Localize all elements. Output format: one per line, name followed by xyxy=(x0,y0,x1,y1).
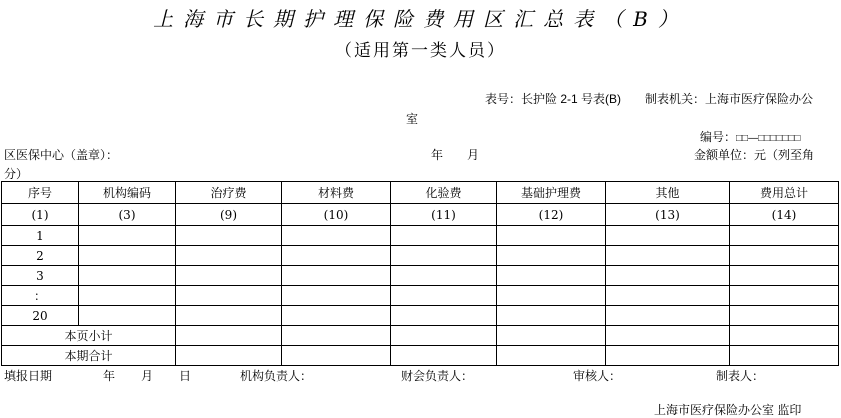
finance-head-label: 财会负责人： xyxy=(401,369,474,383)
table-cell xyxy=(79,266,176,286)
table-cell xyxy=(606,246,730,266)
table-cell xyxy=(730,266,839,286)
table-cell xyxy=(606,286,730,306)
preparer-label: 制表人： xyxy=(716,369,765,383)
table-cell xyxy=(391,346,497,366)
table-cell xyxy=(497,326,606,346)
table-cell xyxy=(79,226,176,246)
table-row xyxy=(2,286,839,306)
row-number: 2 xyxy=(2,246,79,266)
total-row xyxy=(2,346,839,366)
table-cell xyxy=(391,246,497,266)
table-cell xyxy=(391,286,497,306)
table-row xyxy=(2,266,839,286)
col-treatment-header: 治疗费 xyxy=(176,182,282,204)
table-cell xyxy=(730,226,839,246)
table-cell xyxy=(79,286,176,306)
serial-label-text: 编号： xyxy=(700,130,737,144)
col-code-cell: (10) xyxy=(282,204,391,226)
col-other-header: 其他 xyxy=(606,182,730,204)
table-cell xyxy=(730,246,839,266)
row-number: ： xyxy=(2,286,79,306)
table-cell xyxy=(606,226,730,246)
table-cell xyxy=(606,266,730,286)
table-cell xyxy=(176,306,282,326)
col-code-cell: (1) xyxy=(2,204,79,226)
column-code-row xyxy=(2,204,839,226)
table-row xyxy=(2,306,839,326)
col-lab-header: 化验费 xyxy=(391,182,497,204)
table-cell xyxy=(176,226,282,246)
table-cell xyxy=(497,266,606,286)
subtotal-row xyxy=(2,326,839,346)
table-cell xyxy=(176,266,282,286)
table-cell xyxy=(497,306,606,326)
table-cell xyxy=(282,246,391,266)
reviewer-label: 审核人： xyxy=(573,369,622,383)
table-cell xyxy=(282,266,391,286)
row-number: 1 xyxy=(2,226,79,246)
serial-value: □□—□□□□□□□ xyxy=(736,133,801,144)
col-code-cell: (13) xyxy=(606,204,730,226)
table-cell xyxy=(176,246,282,266)
fill-date-label: 填报日期 xyxy=(4,369,53,383)
table-cell xyxy=(497,226,606,246)
table-cell xyxy=(730,346,839,366)
table-cell xyxy=(282,346,391,366)
table-cell xyxy=(497,286,606,306)
unit-line2: 分） xyxy=(4,167,29,181)
table-cell xyxy=(79,246,176,266)
supervisor-label: 上海市医疗保险办公室 监印 xyxy=(654,403,802,417)
page-subtitle: （适用第一类人员） xyxy=(335,41,506,61)
table-cell xyxy=(176,326,282,346)
total-label: 本期合计 xyxy=(2,346,176,366)
page-title: 上海市长期护理保险费用区汇总表（B） xyxy=(153,7,688,31)
col-code-header: 机构编码 xyxy=(79,182,176,204)
year-label: 年 xyxy=(431,148,444,162)
col-care-header: 基础护理费 xyxy=(497,182,606,204)
col-code-cell: (3) xyxy=(79,204,176,226)
table-cell xyxy=(391,226,497,246)
table-cell xyxy=(282,286,391,306)
issuer-line2: 室 xyxy=(406,112,419,126)
col-seq-header: 序号 xyxy=(2,182,79,204)
table-cell xyxy=(606,346,730,366)
month-label: 月 xyxy=(467,148,480,162)
col-code-cell: (9) xyxy=(176,204,282,226)
table-cell xyxy=(176,286,282,306)
issuer-line1: 制表机关：上海市医疗保险办公 xyxy=(645,92,814,106)
table-cell xyxy=(606,306,730,326)
table-cell xyxy=(391,306,497,326)
table-cell xyxy=(391,326,497,346)
table-cell xyxy=(79,306,176,326)
fill-month-label: 月 xyxy=(141,369,154,383)
col-code-cell: (14) xyxy=(730,204,839,226)
table-cell xyxy=(282,326,391,346)
form-number: 表号：长护险 2-1 号表(B) xyxy=(485,92,622,106)
summary-table xyxy=(1,181,839,366)
subtotal-label: 本页小计 xyxy=(2,326,176,346)
table-cell xyxy=(606,326,730,346)
col-code-cell: (11) xyxy=(391,204,497,226)
table-cell xyxy=(391,266,497,286)
table-cell xyxy=(282,306,391,326)
row-number: 20 xyxy=(2,306,79,326)
table-cell xyxy=(497,346,606,366)
unit-line1: 金额单位：元（列至角 xyxy=(694,148,815,162)
row-number: 3 xyxy=(2,266,79,286)
fill-day-label: 日 xyxy=(179,369,192,383)
table-cell xyxy=(176,346,282,366)
institution-head-label: 机构负责人： xyxy=(240,369,313,383)
serial-label xyxy=(700,128,800,145)
center-label: 区医保中心（盖章）： xyxy=(4,148,119,162)
col-code-cell: (12) xyxy=(497,204,606,226)
table-row xyxy=(2,246,839,266)
table-cell xyxy=(497,246,606,266)
table-cell xyxy=(730,306,839,326)
column-header-row xyxy=(2,182,839,204)
col-material-header: 材料费 xyxy=(282,182,391,204)
table-cell xyxy=(730,326,839,346)
fill-year-label: 年 xyxy=(103,369,116,383)
table-cell xyxy=(282,226,391,246)
table-row xyxy=(2,226,839,246)
table-cell xyxy=(730,286,839,306)
col-total-header: 费用总计 xyxy=(730,182,839,204)
